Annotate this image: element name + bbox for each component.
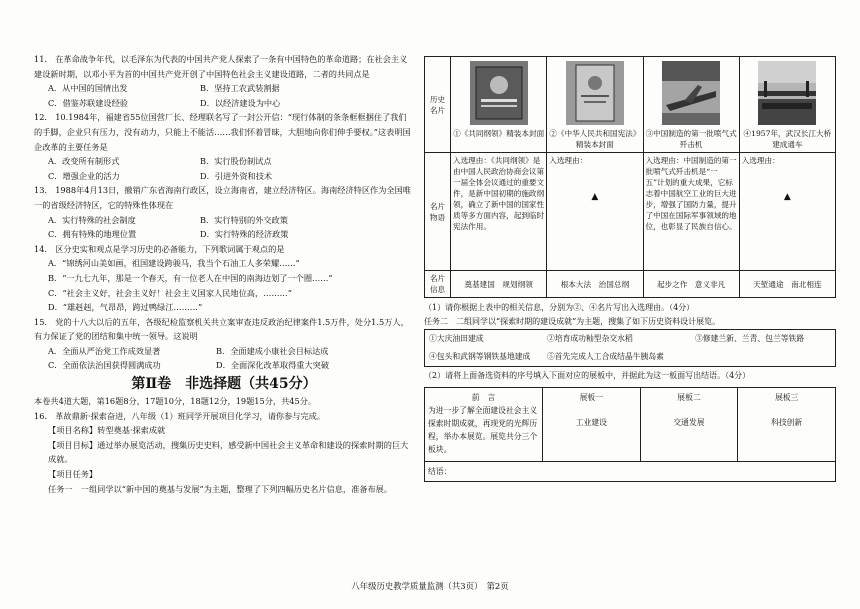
- card-1-photo: [451, 57, 547, 153]
- option-d: D．全面深化改革取得重大突破: [216, 360, 330, 371]
- question-14: [34, 242, 414, 315]
- answer-placeholder-triangle: ▲: [783, 192, 791, 202]
- row-label-info: 名片信息: [425, 271, 451, 298]
- option-b: B．实行特别的外交政策: [200, 214, 288, 225]
- card-caption: ①《共同纲领》精装本封面: [453, 129, 545, 138]
- option-b: B．全面建成小康社会目标达成: [216, 345, 329, 356]
- row-label-photo: 历史名片: [425, 57, 451, 153]
- card-4-info: 天堑通途 南北相连: [739, 271, 835, 298]
- option-c: C．全面依法治国获得圆满成功: [48, 360, 161, 371]
- board-2: [640, 388, 738, 462]
- project-goal: 【项目目标】通过举办展览活动，搜集历史史料，感受新中国社会主义革命和建设的探索时期的巨大成就。: [48, 439, 409, 465]
- card-caption: ③中国制造的第一批喷气式歼击机: [645, 129, 737, 149]
- question-16: [34, 409, 414, 497]
- option-a: A．全面从严治党工作成效显著: [48, 345, 161, 356]
- question-intro: 16. 革故鼎新·探索奋进，八年级（1）班同学开展项目化学习，请你参与完成。: [34, 410, 326, 421]
- card-3-info: 起步之作 意义非凡: [643, 271, 739, 298]
- question-12: [34, 110, 414, 183]
- question-11: [34, 52, 414, 110]
- section-title: 第Ⅱ卷 非选择题（共45分）: [131, 376, 317, 393]
- reason-text: 入选理由：《共同纲领》是由中国人民政治协商会议第一届全体会议通过的重要文件，是新中国初期的施政纲领，确立了新中国的国家性质等多方面内容，起到临时宪法作用。: [453, 156, 545, 231]
- card-4-photo: [739, 57, 835, 153]
- card-3-reason: [643, 153, 739, 271]
- board-title: 展板一: [579, 393, 604, 402]
- question-stem: 14. 区分史实和观点是学习历史的必备能力，下列歌词属于观点的是: [34, 243, 285, 254]
- card-2-reason: [547, 153, 643, 271]
- card-1-reason: [451, 153, 547, 271]
- material-item: ④包头和武钢等钢铁基地建成: [429, 352, 531, 361]
- option-d: D．引进外资和技术: [200, 170, 273, 181]
- project-topic: 【项目名称】转型奠基·探索成就: [48, 425, 166, 436]
- board-3: [738, 388, 836, 462]
- reason-text: 入选理由：中国制造的第一批喷气式歼击机是“一五”计划的重大成果，它标志着中国航空工业的巨大进步，增强了国防力量，提升了中国在国际军事领域的地位，也彰显了民族自信心。: [645, 156, 737, 231]
- history-cards-table: [424, 56, 836, 298]
- question-stem: 12. 10.1984年，福建省55位国营厂长、经理联名写了一封公开信：“现行体制的条条框框捆住了我们的手脚，企业只有压力，没有动力，只能上不能活……我们怀着冒昧，大胆地向你们伸手要权。”这表明国企改革的主要任务是: [34, 112, 411, 152]
- option-a: A．改变所有制形式: [48, 156, 120, 167]
- reason-text: 入选理由：: [549, 156, 588, 165]
- section-note: 本卷共4道大题，第16题8分，17题10分，18题12分，19题15分，共45分。: [34, 396, 317, 407]
- right-column: [424, 56, 836, 482]
- card-1-info: 奠基建国 规划纲领: [451, 271, 547, 298]
- option-d: D．实行特殊的经济政策: [200, 229, 289, 240]
- option-a: A．从中国的国情出发: [48, 83, 128, 94]
- option-a: A．“锦绣河山美如画，祖国建设跨骏马，我当个石油工人多荣耀……”: [48, 258, 300, 269]
- card-caption: ②《中华人民共和国宪法》精装本封面: [549, 129, 641, 149]
- answer-placeholder-triangle: ▲: [591, 192, 599, 202]
- board-topic: 科技创新: [771, 418, 803, 427]
- option-a: A．实行特殊的社会制度: [48, 214, 136, 225]
- wuhan-bridge-photo: [758, 61, 816, 125]
- question-15: [34, 315, 414, 373]
- option-c: C．“社会主义好，社会主义好！社会主义国家人民地位高，………”: [48, 287, 292, 298]
- preface-cell: [425, 388, 543, 462]
- preface-text: 为进一步了解全面建设社会主义探索时期成就，再现党的光辉历程，举办本展览。展览共分三个板块。: [428, 406, 538, 454]
- material-item: ③修建兰新、兰青、包兰等铁路: [695, 334, 805, 343]
- card-2-photo: [547, 57, 643, 153]
- conclusion-cell: [425, 462, 836, 482]
- material-item: ⑤首先完成人工合成结晶牛胰岛素: [547, 352, 664, 361]
- option-d: D．以经济建设为中心: [200, 97, 281, 108]
- card-2-info: 根本大法 治国总纲: [547, 271, 643, 298]
- question-13: [34, 183, 414, 241]
- page-footer: 八年级历史教学质量监测（共3页） 第2页: [351, 581, 509, 591]
- project-task-heading: 【项目任务】: [48, 469, 98, 480]
- preface-title: 前 言: [471, 393, 496, 402]
- subquestion-2: （2）请将上面备选资料的序号填入下面对应的展板中，并据此为这一板面写出结语。（4分）: [424, 371, 751, 380]
- material-item: [695, 350, 841, 364]
- board-title: 展板二: [677, 393, 701, 402]
- subquestion-1: （1）请你根据上表中的相关信息，分别为②、④名片写出入选理由。（4分）: [424, 303, 695, 312]
- option-b: B．“一九七九年，那是一个春天，有一位老人在中国的南海边划了一个圈……”: [48, 272, 333, 283]
- left-column: [34, 52, 414, 496]
- option-b: B．坚持工农武装割据: [200, 83, 280, 94]
- board-topic: 交通发展: [673, 418, 705, 427]
- board-1: [543, 388, 641, 462]
- jet-fighter-photo: [662, 61, 720, 125]
- material-item: ①大庆油田建成: [429, 334, 484, 343]
- card-4-reason: [739, 153, 835, 271]
- board-title: 展板三: [774, 393, 799, 402]
- constitution-cover-image: [566, 61, 624, 125]
- exhibit-board-table: [424, 387, 836, 482]
- reason-text: 入选理由：: [741, 156, 780, 165]
- option-c: C．拥有特殊的地理位置: [48, 229, 137, 240]
- question-stem: 13. 1988年4月13日，撤销广东省海南行政区，设立海南省，建立经济特区。海南经济特区作为全国唯一的省级经济特区，它的特殊性体现在: [34, 185, 411, 210]
- task-two: 任务二 二组同学以“探索时期的建设成就”为主题，搜集了如下历史资料设计展览。: [424, 317, 721, 326]
- question-stem: 11. 在革命战争年代，以毛泽东为代表的中国共产党人探索了一条有中国特色的革命道路；在社会主义建设新时期，以邓小平为首的中国共产党开创了中国特色社会主义建设道路，二者的共同点是: [34, 54, 408, 79]
- row-label-reason: 名片物语: [425, 153, 451, 271]
- task-one: 任务一 一组同学以“新中国的奠基与发展”为主题，整理了下列四幅历史名片信息，准备布展。: [48, 483, 393, 494]
- option-c: C．借鉴苏联建设经验: [48, 97, 128, 108]
- option-b: B．实行股份制试点: [200, 156, 272, 167]
- materials-box: [424, 329, 836, 367]
- board-topic: 工业建设: [575, 418, 607, 427]
- option-c: C．增强企业的活力: [48, 170, 120, 181]
- conclusion-label: 结语：: [428, 467, 452, 476]
- card-caption: ④1957年，武汉长江大桥建成通车: [743, 129, 832, 149]
- material-item: ②培育成功籼型杂交水稻: [547, 334, 633, 343]
- common-program-cover-image: [470, 61, 528, 125]
- question-stem: 15. 党的十八大以后的五年，各级纪检监察机关共立案审查违反政治纪律案件1.5万件，处分1.5万人，有力保证了党的团结和集中统一领导。这说明: [34, 316, 409, 342]
- option-d: D．“雄赳赳，气昂昂，跨过鸭绿江………”: [48, 302, 203, 313]
- card-3-photo: [643, 57, 739, 153]
